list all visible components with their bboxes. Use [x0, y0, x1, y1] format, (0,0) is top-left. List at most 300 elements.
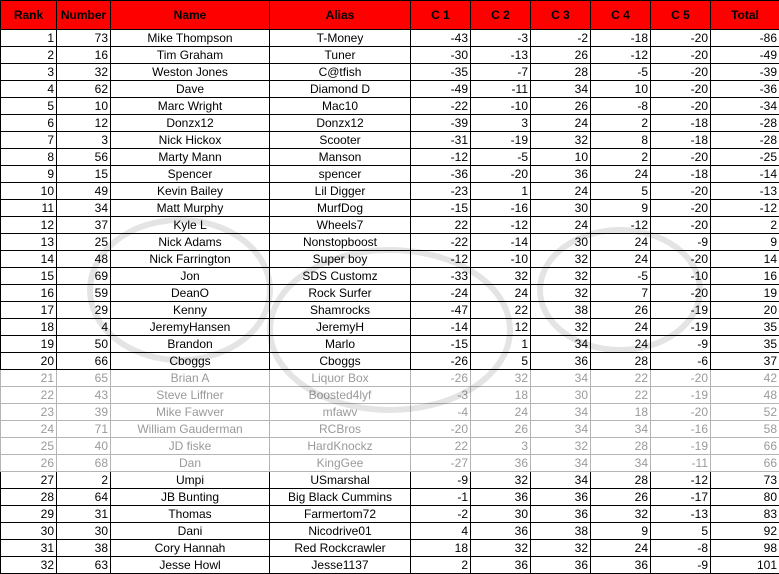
cell-alias: mfawv: [270, 404, 411, 421]
cell-name: JB Bunting: [111, 489, 270, 506]
cell-c1: -39: [411, 115, 471, 132]
cell-c4: 24: [591, 251, 651, 268]
cell-rank: 3: [1, 64, 57, 81]
cell-c5: -19: [651, 319, 711, 336]
cell-c2: 30: [471, 506, 531, 523]
table-row[interactable]: [1, 472, 779, 489]
cell-total: 98: [711, 540, 779, 557]
cell-name: Cory Hannah: [111, 540, 270, 557]
cell-c2: 3: [471, 438, 531, 455]
cell-c4: 18: [591, 404, 651, 421]
cell-alias: Scooter: [270, 132, 411, 149]
cell-c3: 30: [531, 387, 591, 404]
cell-rank: 7: [1, 132, 57, 149]
cell-number: 43: [57, 387, 111, 404]
column-header-c1[interactable]: C 1: [411, 1, 471, 30]
cell-c2: 18: [471, 387, 531, 404]
cell-c5: -9: [651, 336, 711, 353]
cell-c3: 34: [531, 370, 591, 387]
cell-alias: Boosted4lyf: [270, 387, 411, 404]
cell-rank: 16: [1, 285, 57, 302]
cell-name: Kevin Bailey: [111, 183, 270, 200]
cell-c2: -13: [471, 47, 531, 64]
cell-total: -36: [711, 81, 779, 98]
cell-c2: -7: [471, 64, 531, 81]
cell-alias: Diamond D: [270, 81, 411, 98]
table-row[interactable]: [1, 370, 779, 387]
cell-c5: -11: [651, 455, 711, 472]
cell-c1: -43: [411, 30, 471, 47]
cell-alias: Wheels7: [270, 217, 411, 234]
cell-c3: 10: [531, 149, 591, 166]
cell-name: Weston Jones: [111, 64, 270, 81]
cell-c2: 3: [471, 115, 531, 132]
cell-alias: MurfDog: [270, 200, 411, 217]
cell-number: 65: [57, 370, 111, 387]
column-header-c5[interactable]: C 5: [651, 1, 711, 30]
cell-c5: -6: [651, 353, 711, 370]
cell-c4: -8: [591, 98, 651, 115]
cell-c2: 1: [471, 336, 531, 353]
cell-c2: -3: [471, 30, 531, 47]
cell-c5: -8: [651, 540, 711, 557]
cell-c5: -18: [651, 115, 711, 132]
cell-number: 32: [57, 64, 111, 81]
cell-c4: 9: [591, 523, 651, 540]
cell-c1: -27: [411, 455, 471, 472]
cell-total: 42: [711, 370, 779, 387]
cell-c2: 36: [471, 557, 531, 574]
cell-c1: -22: [411, 234, 471, 251]
cell-total: 73: [711, 472, 779, 489]
cell-c4: 28: [591, 472, 651, 489]
cell-number: 63: [57, 557, 111, 574]
cell-c3: 34: [531, 81, 591, 98]
cell-c5: -20: [651, 30, 711, 47]
cell-c3: 28: [531, 64, 591, 81]
cell-alias: Manson: [270, 149, 411, 166]
cell-c4: 5: [591, 183, 651, 200]
cell-c1: -35: [411, 64, 471, 81]
cell-number: 73: [57, 30, 111, 47]
cell-rank: 14: [1, 251, 57, 268]
table-row[interactable]: [1, 81, 779, 98]
cell-rank: 31: [1, 540, 57, 557]
table-row[interactable]: [1, 540, 779, 557]
cell-c4: 24: [591, 319, 651, 336]
table-row[interactable]: [1, 200, 779, 217]
cell-alias: Red Rockcrawler: [270, 540, 411, 557]
cell-rank: 26: [1, 455, 57, 472]
table-row[interactable]: [1, 285, 779, 302]
column-header-name[interactable]: Name: [111, 1, 270, 30]
cell-c4: 34: [591, 421, 651, 438]
table-row[interactable]: [1, 132, 779, 149]
cell-c1: -33: [411, 268, 471, 285]
cell-c3: 34: [531, 421, 591, 438]
cell-c1: -36: [411, 166, 471, 183]
table-body: [1, 30, 779, 574]
cell-number: 31: [57, 506, 111, 523]
cell-rank: 23: [1, 404, 57, 421]
cell-c2: -10: [471, 98, 531, 115]
cell-rank: 11: [1, 200, 57, 217]
cell-total: 66: [711, 455, 779, 472]
cell-c3: 26: [531, 47, 591, 64]
cell-c1: 22: [411, 438, 471, 455]
column-header-c3[interactable]: C 3: [531, 1, 591, 30]
cell-total: -28: [711, 132, 779, 149]
cell-rank: 20: [1, 353, 57, 370]
cell-c4: 28: [591, 353, 651, 370]
cell-number: 25: [57, 234, 111, 251]
cell-name: Cboggs: [111, 353, 270, 370]
cell-c4: 2: [591, 149, 651, 166]
cell-total: -25: [711, 149, 779, 166]
table-row[interactable]: [1, 64, 779, 81]
cell-c1: -24: [411, 285, 471, 302]
cell-total: -12: [711, 200, 779, 217]
cell-c5: -16: [651, 421, 711, 438]
table-row[interactable]: [1, 489, 779, 506]
cell-number: 37: [57, 217, 111, 234]
column-header-rank[interactable]: Rank: [1, 1, 57, 30]
cell-c2: -5: [471, 149, 531, 166]
cell-c2: 32: [471, 268, 531, 285]
cell-c5: -18: [651, 166, 711, 183]
cell-c3: 34: [531, 472, 591, 489]
cell-alias: Nonstopboost: [270, 234, 411, 251]
cell-name: Kenny: [111, 302, 270, 319]
cell-rank: 13: [1, 234, 57, 251]
cell-number: 48: [57, 251, 111, 268]
cell-c3: 36: [531, 489, 591, 506]
cell-c3: 38: [531, 523, 591, 540]
cell-c5: 5: [651, 523, 711, 540]
cell-c2: 26: [471, 421, 531, 438]
cell-rank: 2: [1, 47, 57, 64]
cell-number: 10: [57, 98, 111, 115]
cell-number: 39: [57, 404, 111, 421]
cell-c2: -20: [471, 166, 531, 183]
cell-rank: 17: [1, 302, 57, 319]
cell-c1: -22: [411, 98, 471, 115]
cell-total: -39: [711, 64, 779, 81]
cell-c4: 26: [591, 489, 651, 506]
cell-c2: -11: [471, 81, 531, 98]
table-row[interactable]: [1, 319, 779, 336]
cell-c1: -14: [411, 319, 471, 336]
table-row[interactable]: [1, 438, 779, 455]
cell-total: 20: [711, 302, 779, 319]
table-row[interactable]: [1, 336, 779, 353]
cell-c4: 10: [591, 81, 651, 98]
table-row[interactable]: [1, 149, 779, 166]
cell-c5: -18: [651, 132, 711, 149]
cell-alias: spencer: [270, 166, 411, 183]
cell-c2: 32: [471, 540, 531, 557]
cell-c2: 36: [471, 523, 531, 540]
cell-c5: -20: [651, 64, 711, 81]
cell-alias: USmarshal: [270, 472, 411, 489]
cell-name: Marc Wright: [111, 98, 270, 115]
cell-name: Dave: [111, 81, 270, 98]
cell-c5: -20: [651, 217, 711, 234]
cell-c5: -13: [651, 506, 711, 523]
cell-c4: -18: [591, 30, 651, 47]
column-header-alias[interactable]: Alias: [270, 1, 411, 30]
cell-total: -86: [711, 30, 779, 47]
cell-name: Dan: [111, 455, 270, 472]
cell-number: 30: [57, 523, 111, 540]
cell-number: 3: [57, 132, 111, 149]
cell-name: JeremyHansen: [111, 319, 270, 336]
cell-c5: -20: [651, 149, 711, 166]
cell-c4: 36: [591, 557, 651, 574]
cell-c5: -10: [651, 268, 711, 285]
cell-c3: 32: [531, 319, 591, 336]
cell-c4: 9: [591, 200, 651, 217]
table-row[interactable]: [1, 302, 779, 319]
cell-rank: 6: [1, 115, 57, 132]
cell-c5: -9: [651, 234, 711, 251]
cell-c1: 22: [411, 217, 471, 234]
cell-c4: 28: [591, 438, 651, 455]
cell-c1: -9: [411, 472, 471, 489]
cell-name: Nick Hickox: [111, 132, 270, 149]
table-row[interactable]: [1, 115, 779, 132]
cell-name: William Gauderman: [111, 421, 270, 438]
cell-total: 80: [711, 489, 779, 506]
cell-total: 66: [711, 438, 779, 455]
cell-c3: 34: [531, 455, 591, 472]
cell-c1: -3: [411, 387, 471, 404]
cell-c5: -20: [651, 370, 711, 387]
cell-c2: 36: [471, 489, 531, 506]
cell-c2: 24: [471, 404, 531, 421]
cell-c2: -14: [471, 234, 531, 251]
cell-alias: HardKnockz: [270, 438, 411, 455]
cell-c3: 24: [531, 183, 591, 200]
cell-c2: 24: [471, 285, 531, 302]
cell-number: 12: [57, 115, 111, 132]
cell-alias: Super boy: [270, 251, 411, 268]
cell-c5: -20: [651, 47, 711, 64]
cell-c4: 34: [591, 455, 651, 472]
cell-c5: -19: [651, 302, 711, 319]
cell-number: 4: [57, 319, 111, 336]
cell-c1: -30: [411, 47, 471, 64]
cell-alias: SDS Customz: [270, 268, 411, 285]
table-row[interactable]: [1, 251, 779, 268]
cell-c3: 32: [531, 251, 591, 268]
table-row[interactable]: [1, 353, 779, 370]
cell-c5: -20: [651, 285, 711, 302]
cell-number: 2: [57, 472, 111, 489]
table-row[interactable]: [1, 268, 779, 285]
cell-rank: 32: [1, 557, 57, 574]
cell-c1: 4: [411, 523, 471, 540]
cell-rank: 27: [1, 472, 57, 489]
cell-c1: -20: [411, 421, 471, 438]
cell-number: 34: [57, 200, 111, 217]
column-header-number[interactable]: Number: [57, 1, 111, 30]
cell-number: 59: [57, 285, 111, 302]
cell-rank: 24: [1, 421, 57, 438]
cell-c2: 36: [471, 455, 531, 472]
table-row[interactable]: [1, 404, 779, 421]
cell-alias: Tuner: [270, 47, 411, 64]
cell-total: 16: [711, 268, 779, 285]
cell-name: Thomas: [111, 506, 270, 523]
cell-c4: 24: [591, 540, 651, 557]
column-header-total[interactable]: Total: [711, 1, 779, 30]
cell-c5: -20: [651, 81, 711, 98]
table-row[interactable]: [1, 47, 779, 64]
cell-c2: 22: [471, 302, 531, 319]
cell-c1: -15: [411, 336, 471, 353]
cell-c5: -17: [651, 489, 711, 506]
cell-total: 35: [711, 336, 779, 353]
cell-name: JD fiske: [111, 438, 270, 455]
cell-rank: 8: [1, 149, 57, 166]
cell-c2: -16: [471, 200, 531, 217]
cell-c4: -5: [591, 268, 651, 285]
cell-total: 37: [711, 353, 779, 370]
cell-rank: 5: [1, 98, 57, 115]
cell-c5: -19: [651, 387, 711, 404]
cell-name: Mike Thompson: [111, 30, 270, 47]
cell-alias: Jesse1137: [270, 557, 411, 574]
cell-alias: JeremyH: [270, 319, 411, 336]
cell-number: 15: [57, 166, 111, 183]
table-row[interactable]: [1, 523, 779, 540]
cell-c3: 32: [531, 540, 591, 557]
cell-rank: 22: [1, 387, 57, 404]
cell-number: 62: [57, 81, 111, 98]
cell-name: Nick Adams: [111, 234, 270, 251]
cell-number: 68: [57, 455, 111, 472]
cell-total: 58: [711, 421, 779, 438]
cell-c3: 32: [531, 438, 591, 455]
cell-name: Brandon: [111, 336, 270, 353]
cell-number: 29: [57, 302, 111, 319]
cell-c5: -20: [651, 98, 711, 115]
cell-c1: -1: [411, 489, 471, 506]
table-row[interactable]: [1, 217, 779, 234]
cell-c4: 22: [591, 370, 651, 387]
table-row[interactable]: [1, 183, 779, 200]
cell-name: Dani: [111, 523, 270, 540]
cell-total: 52: [711, 404, 779, 421]
cell-alias: C@tfish: [270, 64, 411, 81]
cell-total: 19: [711, 285, 779, 302]
cell-c1: -26: [411, 353, 471, 370]
table-row[interactable]: [1, 30, 779, 47]
cell-rank: 15: [1, 268, 57, 285]
cell-name: Donzx12: [111, 115, 270, 132]
cell-name: Brian A: [111, 370, 270, 387]
cell-total: 48: [711, 387, 779, 404]
cell-c1: -12: [411, 149, 471, 166]
table-row[interactable]: [1, 234, 779, 251]
cell-alias: RCBros: [270, 421, 411, 438]
cell-rank: 9: [1, 166, 57, 183]
cell-alias: Rock Surfer: [270, 285, 411, 302]
cell-number: 49: [57, 183, 111, 200]
cell-alias: KingGee: [270, 455, 411, 472]
cell-name: Jesse Howl: [111, 557, 270, 574]
table-row[interactable]: [1, 455, 779, 472]
column-header-c4[interactable]: C 4: [591, 1, 651, 30]
cell-alias: Farmertom72: [270, 506, 411, 523]
cell-name: Mike Fawver: [111, 404, 270, 421]
cell-c2: 5: [471, 353, 531, 370]
column-header-c2[interactable]: C 2: [471, 1, 531, 30]
cell-c3: 34: [531, 404, 591, 421]
table-row[interactable]: [1, 387, 779, 404]
cell-c4: 2: [591, 115, 651, 132]
cell-rank: 25: [1, 438, 57, 455]
cell-c4: -12: [591, 47, 651, 64]
cell-rank: 29: [1, 506, 57, 523]
cell-c1: -12: [411, 251, 471, 268]
cell-name: Jon: [111, 268, 270, 285]
cell-c5: -19: [651, 438, 711, 455]
cell-c3: 26: [531, 98, 591, 115]
cell-c5: -12: [651, 472, 711, 489]
table-row[interactable]: [1, 506, 779, 523]
cell-number: 64: [57, 489, 111, 506]
cell-c1: -15: [411, 200, 471, 217]
cell-alias: Marlo: [270, 336, 411, 353]
cell-rank: 28: [1, 489, 57, 506]
cell-total: 83: [711, 506, 779, 523]
cell-c3: 34: [531, 336, 591, 353]
table-row[interactable]: [1, 98, 779, 115]
table-row[interactable]: [1, 166, 779, 183]
cell-c2: 32: [471, 472, 531, 489]
cell-c4: 32: [591, 506, 651, 523]
cell-rank: 10: [1, 183, 57, 200]
cell-c1: -4: [411, 404, 471, 421]
cell-total: 92: [711, 523, 779, 540]
cell-alias: Mac10: [270, 98, 411, 115]
cell-c3: 30: [531, 200, 591, 217]
header-row: [1, 1, 779, 30]
cell-alias: Nicodrive01: [270, 523, 411, 540]
cell-c3: 32: [531, 268, 591, 285]
cell-alias: Shamrocks: [270, 302, 411, 319]
cell-c4: 24: [591, 234, 651, 251]
cell-alias: Lil Digger: [270, 183, 411, 200]
cell-total: -49: [711, 47, 779, 64]
cell-c4: 7: [591, 285, 651, 302]
cell-c3: 32: [531, 132, 591, 149]
cell-number: 16: [57, 47, 111, 64]
cell-name: Steve Liffner: [111, 387, 270, 404]
cell-total: 35: [711, 319, 779, 336]
table-row[interactable]: [1, 421, 779, 438]
cell-rank: 18: [1, 319, 57, 336]
cell-c3: 30: [531, 234, 591, 251]
cell-rank: 19: [1, 336, 57, 353]
cell-total: 14: [711, 251, 779, 268]
cell-c3: 36: [531, 557, 591, 574]
cell-c4: 24: [591, 336, 651, 353]
cell-c4: 8: [591, 132, 651, 149]
cell-c2: 12: [471, 319, 531, 336]
